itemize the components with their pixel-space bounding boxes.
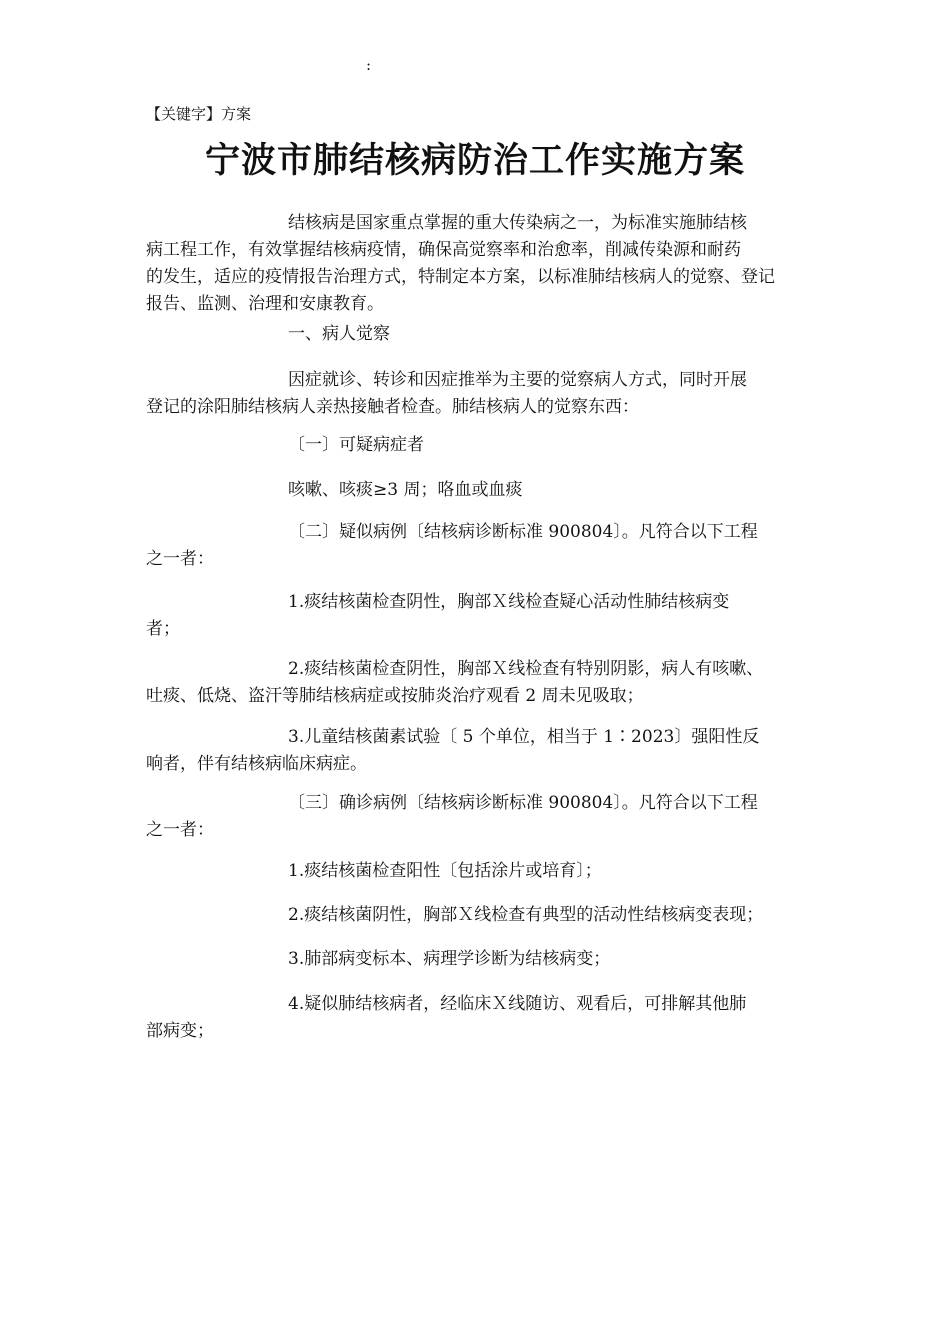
keyword-label: 【关键字】方案	[146, 105, 252, 123]
paragraph	[146, 902, 826, 929]
paragraph	[146, 589, 826, 643]
paragraph-line: 2.痰结核菌阴性，胸部Ｘ线检查有典型的活动性结核病变表现；	[288, 905, 764, 925]
paragraph-line: 1.痰结核菌检查阴性，胸部Ｘ线检查疑心活动性肺结核病变	[288, 592, 730, 612]
document-title: 宁波市肺结核病防治工作实施方案	[204, 141, 745, 181]
header-colon: :	[366, 56, 372, 74]
paragraph	[146, 477, 826, 504]
paragraph-line: 〔三〕确诊病例〔结核病诊断标准 900804〕。凡符合以下工程	[288, 793, 758, 813]
paragraph	[146, 724, 826, 778]
paragraph-line: 病工程工作，有效掌握结核病疫情，确保高觉察率和治愈率，削减传染源和耐药	[146, 240, 741, 260]
paragraph	[146, 321, 826, 348]
paragraph-line: 部病变；	[146, 1021, 214, 1041]
paragraph-line: 之一者：	[146, 820, 214, 840]
paragraph	[146, 858, 826, 885]
paragraph	[146, 432, 826, 459]
paragraph	[146, 991, 826, 1045]
paragraph-line: 吐痰、低烧、盗汗等肺结核病症或按肺炎治疗观看 2 周未见吸取；	[146, 686, 644, 706]
paragraph	[146, 210, 826, 318]
paragraph	[146, 656, 826, 710]
paragraph-line: 一、病人觉察	[288, 324, 390, 344]
paragraph-line: 结核病是国家重点掌握的重大传染病之一，为标准实施肺结核	[288, 213, 747, 233]
paragraph-line: 咳嗽、咳痰≥3 周；咯血或血痰	[288, 480, 523, 500]
paragraph	[146, 790, 826, 844]
paragraph-line: 报告、监测、治理和安康教育。	[146, 294, 384, 314]
paragraph-line: 者；	[146, 619, 180, 639]
paragraph-line: 3.肺部病变标本、病理学诊断为结核病变；	[288, 949, 611, 969]
paragraph	[146, 946, 826, 973]
paragraph	[146, 519, 826, 573]
paragraph-line: 之一者：	[146, 549, 214, 569]
paragraph-line: 响者，伴有结核病临床病症。	[146, 754, 367, 774]
paragraph-line: 3.儿童结核菌素试验〔 5 个单位，相当于 1∶2023〕强阳性反	[288, 727, 760, 747]
paragraph-line: 4.疑似肺结核病者，经临床Ｘ线随访、观看后，可排解其他肺	[288, 994, 747, 1014]
paragraph-line: 2.痰结核菌检查阴性，胸部Ｘ线检查有特别阴影，病人有咳嗽、	[288, 659, 764, 679]
paragraph-line: 因症就诊、转诊和因症推举为主要的觉察病人方式，同时开展	[288, 370, 747, 390]
paragraph	[146, 367, 826, 421]
paragraph-line: 的发生，适应的疫情报告治理方式，特制定本方案，以标准肺结核病人的觉察、登记	[146, 267, 775, 287]
paragraph-line: 〔二〕疑似病例〔结核病诊断标准 900804〕。凡符合以下工程	[288, 522, 758, 542]
paragraph-line: 〔一〕可疑病症者	[288, 435, 424, 455]
paragraph-line: 登记的涂阳肺结核病人亲热接触者检查。肺结核病人的觉察东西：	[146, 397, 639, 417]
paragraph-line: 1.痰结核菌检查阳性〔包括涂片或培育〕；	[288, 861, 602, 881]
